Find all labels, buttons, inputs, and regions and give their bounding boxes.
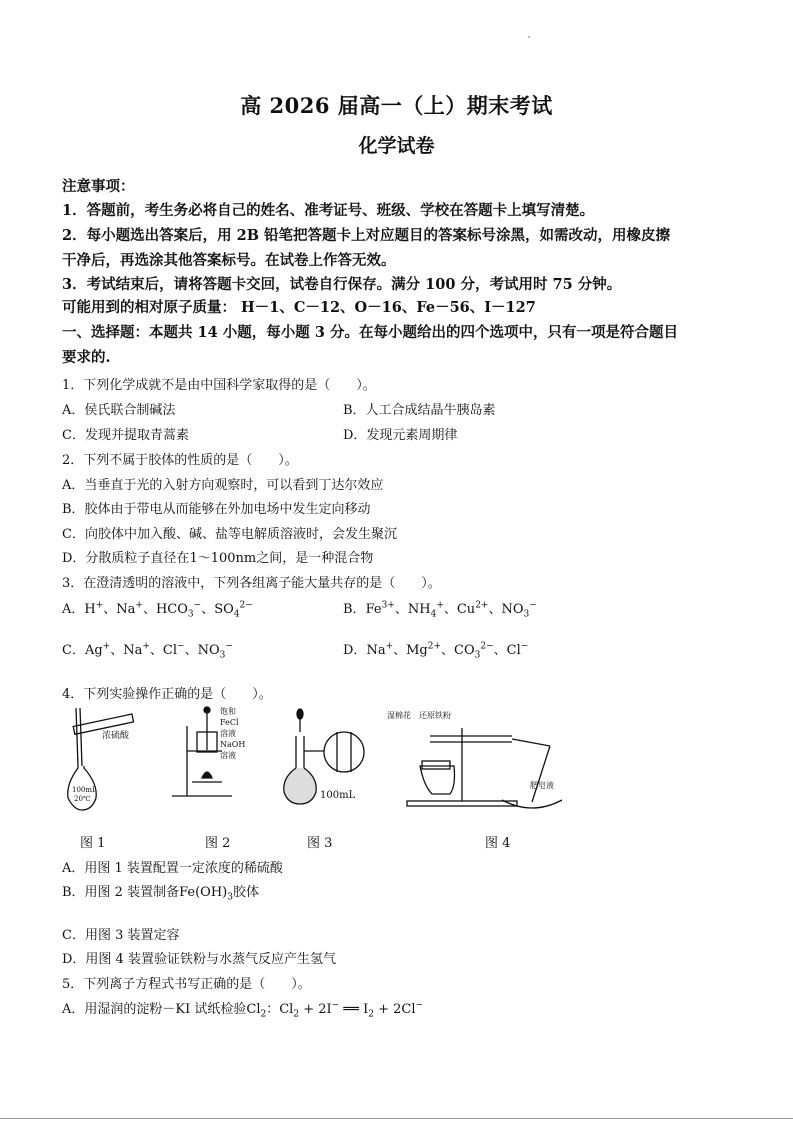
q3-option-a-label: A． bbox=[62, 602, 85, 617]
q5-option-a-pre: A．用湿润的淀粉 bbox=[62, 1002, 163, 1017]
caption-fig-2: 图 2 bbox=[205, 836, 231, 851]
figure-4 bbox=[387, 710, 562, 808]
q3-stem: 3．在澄清透明的溶液中，下列各组离子能大量共存的是（ ）。 bbox=[62, 576, 441, 591]
section1-line2: 要求的. bbox=[62, 349, 111, 366]
q2-option-c: C．向胶体中加入酸、碱、盐等电解质溶液时，会发生聚沉 bbox=[62, 527, 397, 542]
figure-3 bbox=[284, 709, 364, 804]
q4-stem: 4．下列实验操作正确的是（ ）。 bbox=[62, 687, 272, 702]
fig1-temp: 20℃ bbox=[74, 795, 91, 803]
q5-option-a-colon: ： bbox=[266, 1002, 280, 1017]
q4-option-b-pre: B．用图 2 装置制备 bbox=[62, 885, 180, 900]
notice-item-3: 3．考试结束后，请将答题卡交回，试卷自行保存。满分 100 分，考试用时 75 分钟。 bbox=[62, 276, 622, 293]
q1-option-d: D．发现元素周期律 bbox=[343, 428, 458, 443]
exam-title: 高 2026 届高一（上）期末考试 bbox=[240, 93, 553, 118]
q1-option-c: C．发现并提取青蒿素 bbox=[62, 428, 189, 443]
q2-option-d-range: 1～100nm bbox=[189, 551, 257, 566]
q2-option-d-pre: D．分散质粒子直径在 bbox=[62, 551, 190, 566]
q5-stem: 5．下列离子方程式书写正确的是（ ）。 bbox=[62, 977, 311, 992]
q2-option-d-post: 之间，是一种混合物 bbox=[256, 551, 374, 566]
q2-option-d bbox=[62, 547, 373, 566]
q1-option-b: B．人工合成结晶牛胰岛素 bbox=[343, 403, 496, 418]
q2-option-a: A．当垂直于光的入射方向观察时，可以看到丁达尔效应 bbox=[62, 478, 384, 493]
q3-option-c: C．Ag+、Na+、Cl−、$NO_3^-$ bbox=[62, 641, 233, 661]
bottom-rule bbox=[0, 1118, 793, 1119]
fig1-flask: 100mL bbox=[72, 786, 97, 794]
fig2-naoh: NaOH bbox=[220, 740, 246, 749]
fig3-label: 100mL bbox=[320, 790, 356, 801]
caption-fig-3: 图 3 bbox=[307, 836, 333, 851]
fig4-iron: 还原铁粉 bbox=[419, 711, 451, 720]
q2-stem: 2．下列不属于胶体的性质的是（ ）。 bbox=[62, 453, 298, 468]
q3-option-d: D．Na+、$Mg^{2+}$、$CO_3^{2-}$、Cl− bbox=[343, 641, 529, 661]
scan-dot bbox=[528, 36, 530, 38]
q4-option-b: B．用图 2 装置制备$Fe(OH)_3$胶体 bbox=[62, 885, 259, 903]
q4-option-b-post: 胶体 bbox=[232, 885, 259, 900]
q5-option-a: A．用湿润的淀粉－KI 试纸检验$Cl_2$：$Cl_2 + 2I^-$ ══ $I_2 + 2Cl^-$ bbox=[62, 1000, 424, 1020]
caption-fig-1: 图 1 bbox=[80, 836, 106, 851]
atomic-mass-line: 可能用到的相对原子质量： H－1、C－12、O－16、Fe－56、I－127 bbox=[62, 299, 536, 316]
q3-option-d-label: D． bbox=[343, 643, 367, 658]
fig2-top: 饱和 bbox=[220, 707, 236, 716]
q3-option-c-label: C． bbox=[62, 643, 85, 658]
notice-item-2a: 2．每小题选出答案后，用 2B 铅笔把答题卡上对应题目的答案标号涂黑，如需改动，用橡皮擦 bbox=[62, 227, 671, 244]
fig2-sol2: 溶液 bbox=[220, 751, 236, 760]
q4-figures bbox=[62, 706, 662, 846]
figure-1 bbox=[68, 708, 134, 810]
q1-stem: 1．下列化学成就不是由中国科学家取得的是（ ）。 bbox=[62, 378, 376, 393]
q3-option-b-label: B． bbox=[343, 602, 366, 617]
fig4-wet: 湿棉花 bbox=[387, 711, 411, 720]
caption-fig-4: 图 4 bbox=[485, 836, 511, 851]
notice-heading: 注意事项： bbox=[62, 178, 135, 195]
notice-item-2b: 干净后，再选涂其他答案标号。在试卷上作答无效。 bbox=[62, 252, 396, 269]
q4-option-d: D．用图 4 装置验证铁粉与水蒸气反应产生氢气 bbox=[62, 952, 336, 967]
q2-option-b: B．胶体由于带电从而能够在外加电场中发生定向移动 bbox=[62, 502, 371, 517]
fig1-label: 浓硫酸 bbox=[102, 731, 130, 741]
q4-option-a: A．用图 1 装置配置一定浓度的稀硫酸 bbox=[62, 861, 283, 876]
fig2-sol1: 溶液 bbox=[220, 729, 236, 738]
q3-option-a: A．H+、Na+、$HCO_3^-$、$SO_4^{2-}$ bbox=[62, 600, 253, 620]
exam-subtitle: 化学试卷 bbox=[358, 135, 435, 157]
figure-2 bbox=[172, 706, 245, 796]
section1-line1: 一、选择题：本题共 14 小题，每小题 3 分。在每小题给出的四个选项中，只有一项是符合题目 bbox=[62, 324, 678, 341]
q1-option-a: A．侯氏联合制碱法 bbox=[62, 403, 176, 418]
fig2-fecl3: FeCl bbox=[220, 718, 239, 727]
q4-option-c: C．用图 3 装置定容 bbox=[62, 928, 180, 943]
notice-item-1: 1．答题前，考生务必将自己的姓名、准考证号、班级、学校在答题卡上填写清楚。 bbox=[62, 202, 595, 219]
fig4-soap: 肥皂液 bbox=[530, 781, 554, 790]
q5-option-a-mid: －KI 试纸检验 bbox=[162, 1002, 247, 1017]
q3-option-b: B．$Fe^{3+}$、$NH_4^+$、$Cu^{2+}$、$NO_3^-$ bbox=[343, 600, 537, 620]
